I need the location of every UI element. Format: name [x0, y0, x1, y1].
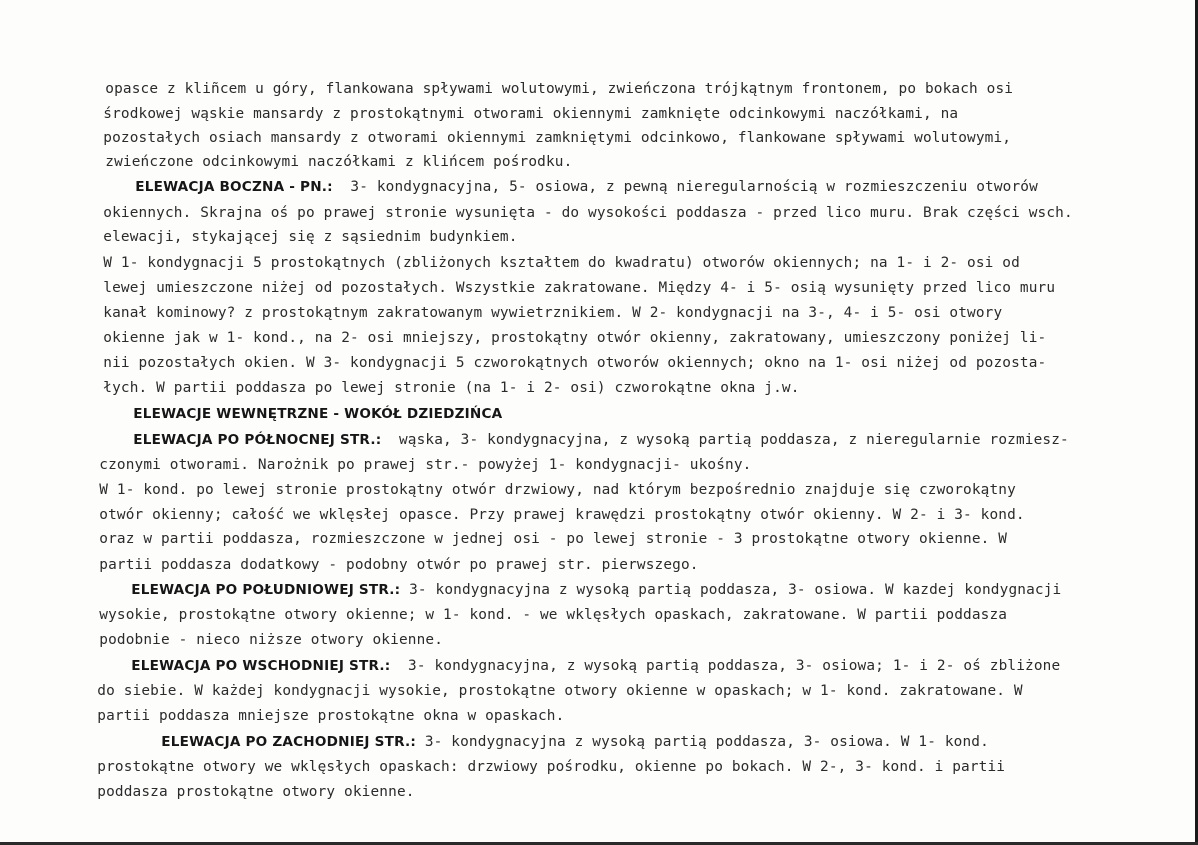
line-text: nii pozostałych okien. W 3- kondygnacji 5 czworokątnych otworów okiennych; okno na 1- osi niżej od pozosta- [103, 355, 1047, 371]
line-text: wąska, 3- kondygnacyjna, z wysoką partią poddasza, z nieregularnie rozmiesz- [381, 432, 1069, 448]
line-text: do siebie. W każdej kondygnacji wysokie, prostokątne otwory okienne w opaskach; w 1- kond. zakratowane. W [97, 683, 1023, 699]
line-text: pozostałych osiach mansardy z otworami okiennymi zamkniętymi odcinkowo, flankowane spływami wolutowymi, [103, 130, 1012, 146]
line-text: poddasza prostokątne otwory okienne. [97, 784, 415, 800]
line-text: oraz w partii poddasza, rozmieszczone w jednej osi - po lewej stronie - 3 prostokątne otwory okienne. W [99, 531, 1008, 547]
line-text: czonymi otworami. Narożnik po prawej str.- powyżej 1- kondygnacji- ukośny. [99, 457, 752, 473]
line-text: partii poddasza dodatkowy - podobny otwór po prawej str. pierwszego. [99, 557, 699, 573]
line-text: 3- kondygnacyjna z wysoką partią poddasza, 3- osiowa. W kazdej kondygnacji [400, 582, 1062, 598]
line-text: prostokątne otwory we wklęsłych opaskach: drzwiowy pośrodku, okienne po bokach. W 2-, 3- kond. i partii [97, 759, 1006, 775]
line-text: elewacji, stykającej się z sąsiednim budynkiem. [103, 229, 518, 245]
line-text: opasce z kliñcem u góry, flankowana spływami wolutowymi, zwieńczona trójkątnym frontonem, po bokach osi [105, 81, 1014, 97]
text-line [62, 765, 415, 819]
section-heading: ELEWACJA PO ZACHODNIEJ STR.: [161, 734, 417, 750]
section-heading: ELEWACJA PO WSCHODNIEJ STR.: [131, 658, 391, 674]
line-text: W 1- kondygnacji 5 prostokątnych (zbliżonych kształtem do kwadratu) otworów okiennych; na 1- i 2- osi od [103, 255, 1020, 271]
line-text: partii poddasza mniejsze prostokątne okna w opaskach. [97, 708, 565, 724]
section-heading: ELEWACJE WEWNĘTRZNE - WOKÓŁ DZIEDZIŃCA [133, 406, 503, 422]
section-heading: ELEWACJA PO POŁUDNIOWEJ STR.: [131, 582, 401, 598]
line-text: 3- kondygnacyjna, 5- osiowa, z pewną nieregularnością w rozmieszczeniu otworów [332, 179, 1038, 195]
line-text: zwieńczone odcinkowymi naczółkami z klińcem pośrodku. [105, 154, 573, 170]
line-text: 3- kondygnacyjna, z wysoką partią poddasza, 3- osiowa; 1- i 2- oś zbliżone [390, 658, 1061, 674]
line-text: okiennych. Skrajna oś po prawej stronie wysunięta - do wysokości poddasza - przed lico muru. Brak części wsch. [103, 205, 1073, 221]
line-text: okienne jak w 1- kond., na 2- osi mniejszy, prostokątny otwór okienny, zakratowany, umieszczony poniżej li- [103, 330, 1047, 346]
line-text: W 1- kond. po lewej stronie prostokątny otwór drzwiowy, nad którym bezpośrednio znajduje się czworokątny [99, 482, 1016, 498]
line-text: podobnie - nieco niższe otwory okienne. [99, 632, 444, 648]
line-text: wysokie, prostokątne otwory okienne; w 1- kond. - we wklęsłych opaskach, zakratowane. W partii poddasza [99, 607, 1008, 623]
section-heading: ELEWACJA PO PÓŁNOCNEJ STR.: [133, 432, 382, 448]
line-text: środkowej wąskie mansardy z prostokątnymi otworami okiennymi zamknięte odcinkowymi naczółkami, na [103, 106, 959, 122]
section-heading: ELEWACJA BOCZNA - PN.: [135, 179, 333, 195]
line-text: łych. W partii poddasza po lewej stronie (na 1- i 2- osi) czworokątne okna j.w. [103, 380, 800, 396]
line-text: otwór okienny; całość we wklęsłej opasce. Przy prawej krawędzi prostokątny otwór okienny. W 2- i 3- kond. [99, 507, 1025, 523]
line-text: 3- kondygnacyjna z wysoką partią poddasza, 3- osiowa. W 1- kond. [416, 734, 989, 750]
line-text: kanał kominowy? z prostokątnym zakratowanym wywietrznikiem. W 2- kondygnacji na 3-, 4- i 5- osi otwory [103, 305, 1003, 321]
line-text: lewej umieszczone niżej od pozostałych. Wszystkie zakratowane. Między 4- i 5- osią wysunięty przed lico muru [103, 280, 1056, 296]
